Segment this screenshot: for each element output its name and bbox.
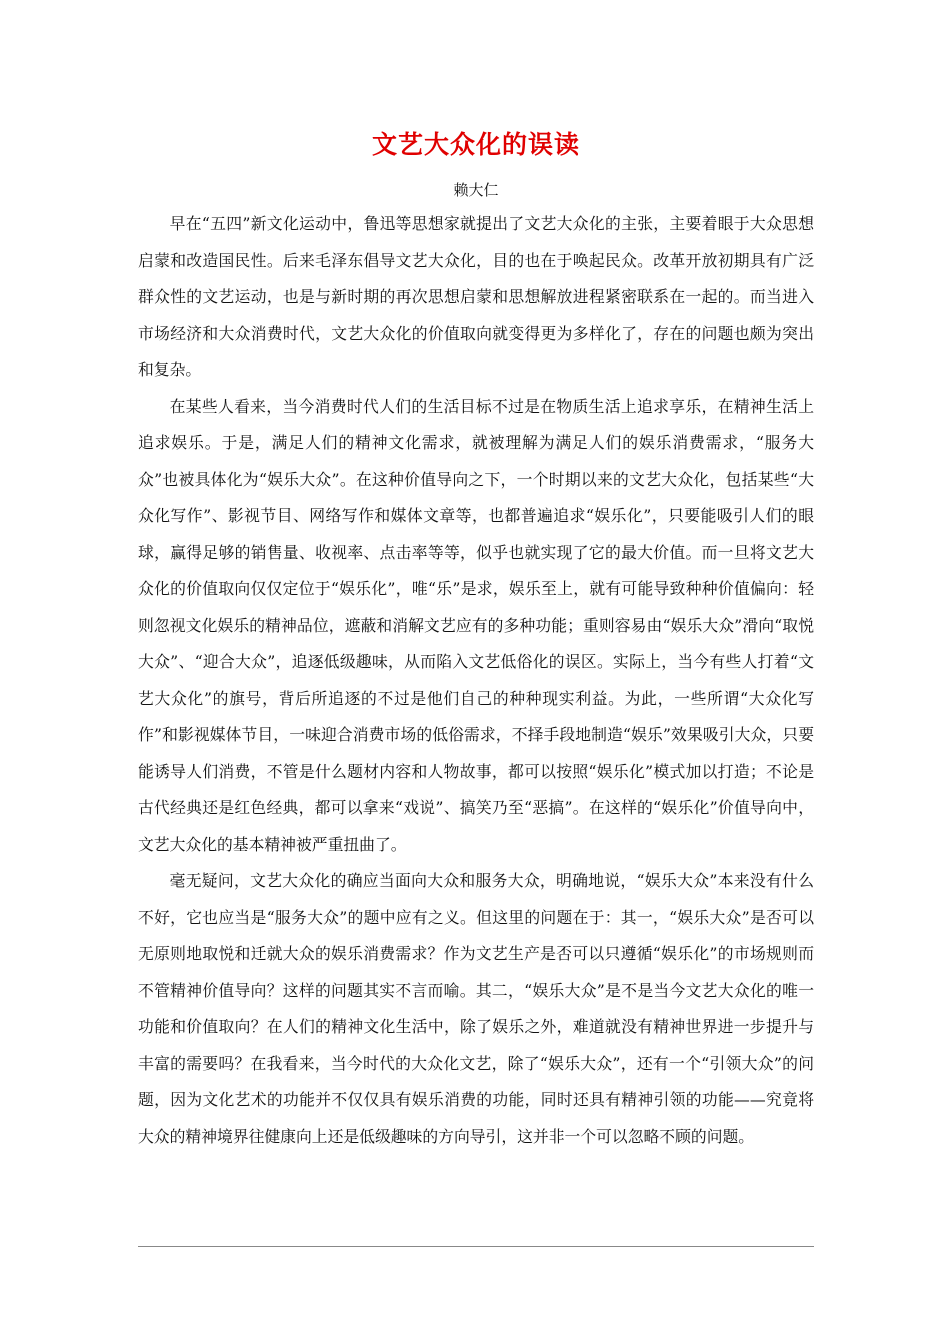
article-author: 赖大仁 (453, 181, 499, 199)
footer-divider (138, 1246, 814, 1247)
article-title: 文艺大众化的误读 (371, 130, 580, 159)
paragraph-3: 毫无疑问，文艺大众化的确应当面向大众和服务大众，明确地说，“娱乐大众”本来没有什么不好，它也应当是“服务大众”的题中应有之义。但这里的问题在于：其一，“娱乐大众”是否可以无原则地取悦和迁就大众的娱乐消费需求？作为文艺生产是否可以只遵循“娱乐化”的市场规则而不管精神价值导向？这样的问题其实不言而喻。其二，“娱乐大众”是不是当今文艺大众化的唯一功能和价值取向？在人们的精神文化生活中，除了娱乐之外，难道就没有精神世界进一步提升与丰富的需要吗？在我看来，当今时代的大众化文艺，除了“娱乐大众”，还有一个“引领大众”的问题，因为文化艺术的功能并不仅仅具有娱乐消费的功能，同时还具有精神引领的功能——究竟将大众的精神境界往健康向上还是低级趣味的方向导引，这并非一个可以忽略不顾的问题。 (138, 871, 814, 1146)
paragraph-1: 早在“五四”新文化运动中，鲁迅等思想家就提出了文艺大众化的主张，主要着眼于大众思想启蒙和改造国民性。后来毛泽东倡导文艺大众化，目的也在于唤起民众。改革开放初期具有广泛群众性的文艺运动，也是与新时期的再次思想启蒙和思想解放进程紧密联系在一起的。而当进入市场经济和大众消费时代，文艺大众化的价值取向就变得更为多样化了，存在的问题也颇为突出和复杂。 (138, 214, 814, 379)
paragraph-2: 在某些人看来，当今消费时代人们的生活目标不过是在物质生活上追求享乐，在精神生活上追求娱乐。于是，满足人们的精神文化需求，就被理解为满足人们的娱乐消费需求，“服务大众”也被具体化为“娱乐大众”。在这种价值导向之下，一个时期以来的文艺大众化，包括某些“大众化写作”、影视节目、网络写作和媒体文章等，也都普遍追求“娱乐化”，只要能吸引人们的眼球，赢得足够的销售量、收视率、点击率等等，似乎也就实现了它的最大价值。而一旦将文艺大众化的价值取向仅仅定位于“娱乐化”，唯“乐”是求，娱乐至上，就有可能导致种种价值偏向：轻则忽视文化娱乐的精神品位，遮蔽和消解文艺应有的多种功能；重则容易由“娱乐大众”滑向“取悦大众”、“迎合大众”，追逐低级趣味，从而陷入文艺低俗化的误区。实际上，当今有些人打着“文艺大众化”的旗号，背后所追逐的不过是他们自己的种种现实利益。为此，一些所谓“大众化写作”和影视媒体节目，一味迎合消费市场的低俗需求，不择手段地制造“娱乐”效果吸引大众，只要能诱导人们消费，不管是什么题材内容和人物故事，都可以按照“娱乐化”模式加以打造；不论是古代经典还是红色经典，都可以拿来“戏说”、搞笑乃至“恶搞”。在这样的“娱乐化”价值导向中，文艺大众化的基本精神被严重扭曲了。 (138, 396, 814, 854)
article (138, 128, 814, 1155)
